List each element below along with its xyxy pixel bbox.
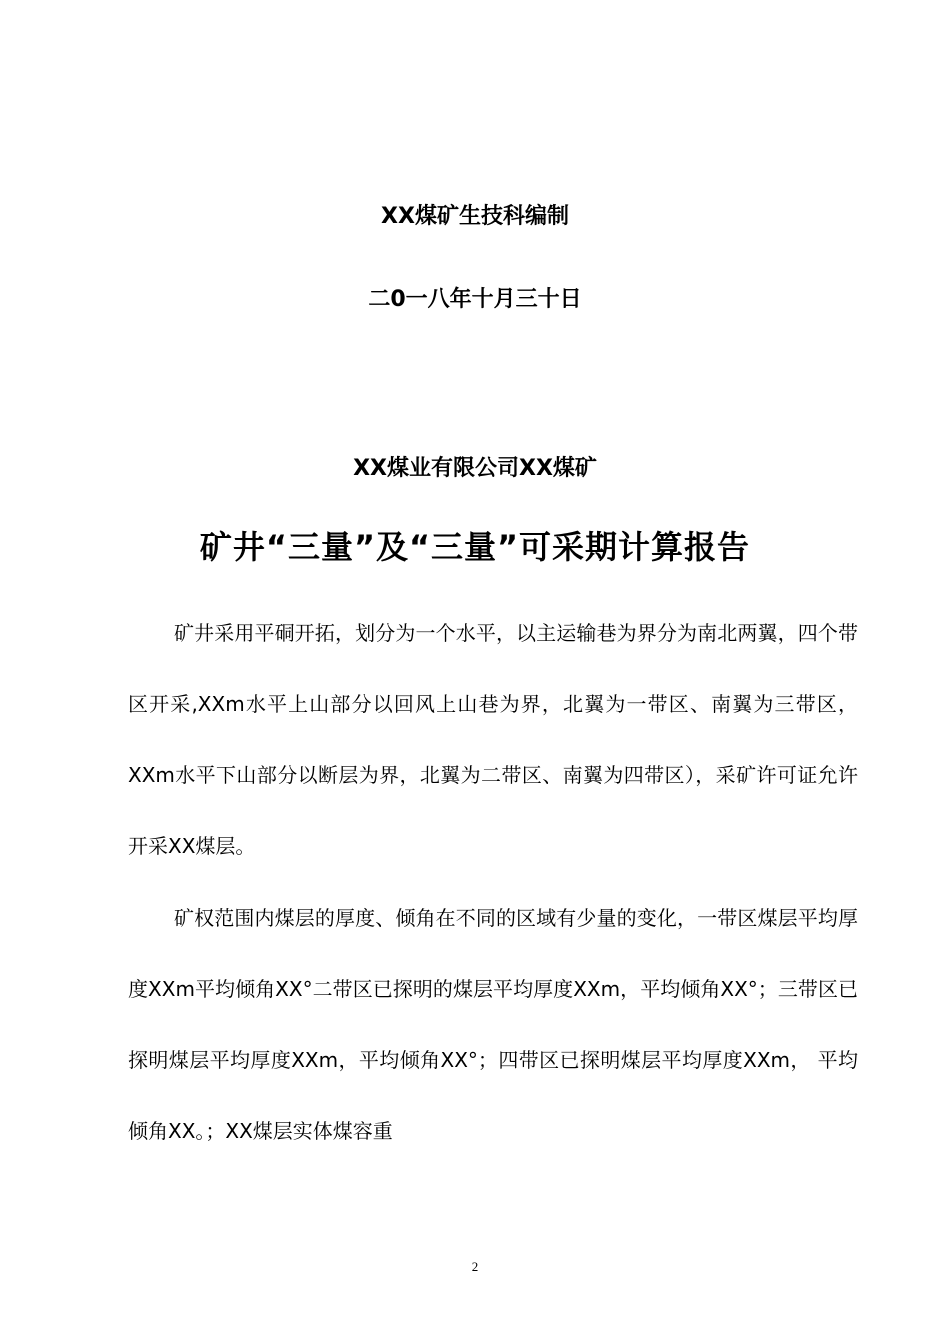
body-paragraph-mine-development: 矿井采用平硐开拓，划分为一个水平，以主运输巷为界分为南北两翼，四个带区开采,XXm水平上山部分以回风上山巷为界，北翼为一带区、南翼为三带区， XXm水平下山部分以断层为界，北翼为二带区、南翼为四带区），采矿许可证允许开采XX煤层。	[128, 621, 858, 858]
compiler-line: XX煤矿生技科编制	[381, 204, 569, 229]
body-paragraph-coal-seam: 矿权范围内煤层的厚度、倾角在不同的区域有少量的变化，一带区煤层平均厚度XXm平均倾角XX°二带区已探明的煤层平均厚度XXm，平均倾角XX°；三带区已探明煤层平均厚度XXm，平均倾角XX°；四带区已探明煤层平均厚度XXm， 平均倾角XX。；XX煤层实体煤容重	[128, 906, 858, 1143]
report-date: 二0一八年十月三十日	[368, 287, 582, 312]
page-number: 2	[471, 1259, 479, 1274]
company-name: XX煤业有限公司XX煤矿	[353, 456, 597, 481]
report-title: 矿井“三量”及“三量”可采期计算报告	[199, 528, 751, 566]
